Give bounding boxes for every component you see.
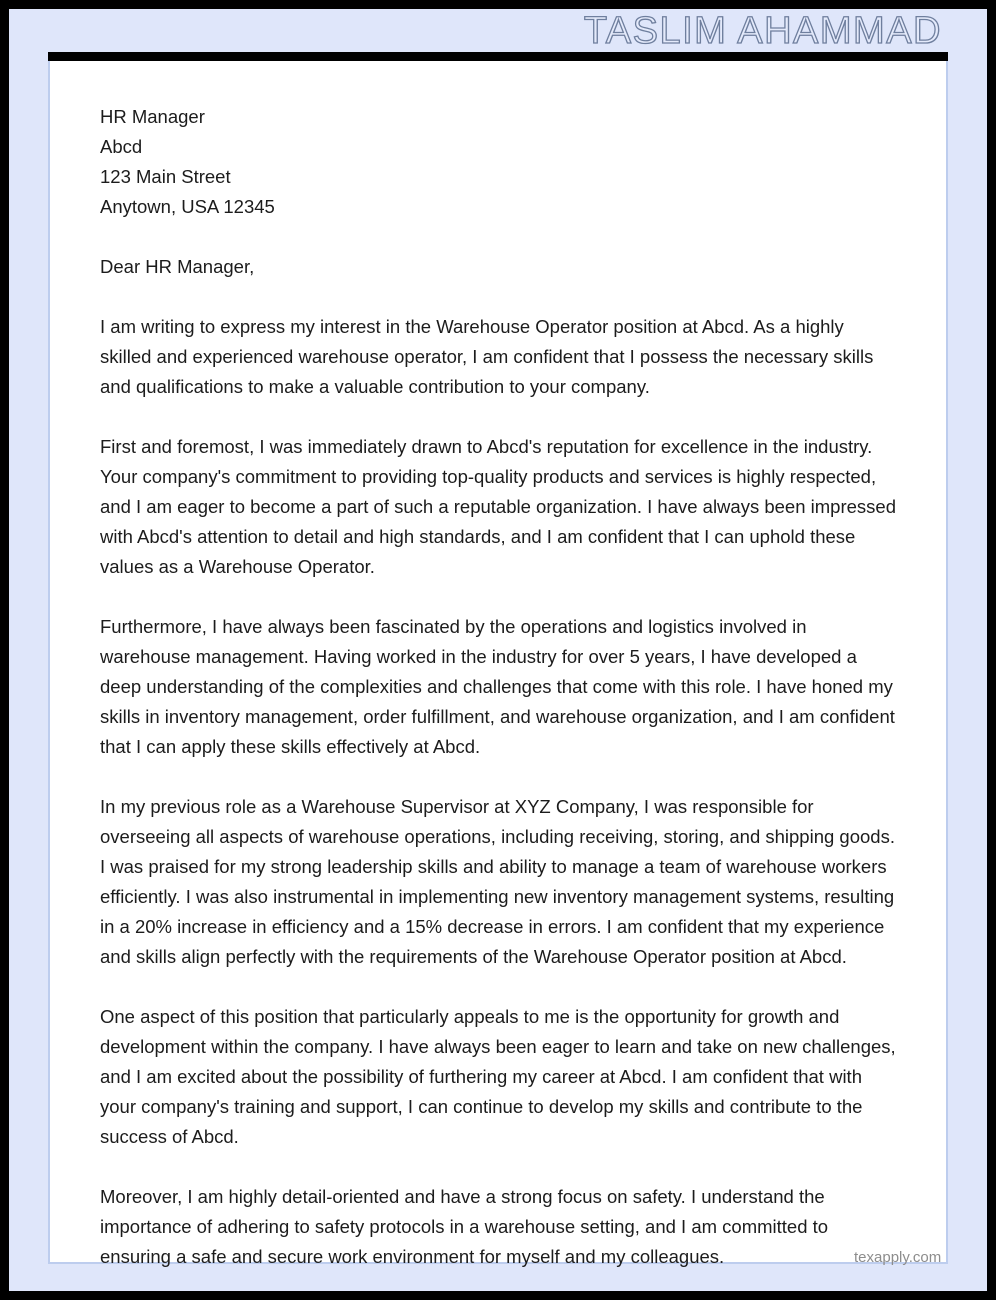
letter-paragraph-2: First and foremost, I was immediately drawn to Abcd's reputation for excellence in the industry. Your company's commitment to providing top-quality products and services is highly respected, and I am eager to become a part of such a reputable organization. I have always been impressed with Abcd's attention to detail and high standards, and I am confident that I can uphold these values as a Warehouse Operator.	[100, 436, 896, 577]
letter-paragraph-3: Furthermore, I have always been fascinated by the operations and logistics involved in warehouse management. Having worked in the industry for over 5 years, I have developed a deep understanding of the complexities and challenges that come with this role. I have honed my skills in inventory management, order fulfillment, and warehouse organization, and I am confident that I can apply these skills effectively at Abcd.	[100, 616, 895, 757]
site-watermark: texapply.com	[854, 1249, 942, 1266]
header-divider-rule	[48, 52, 948, 61]
letter-paragraph-5: One aspect of this position that particularly appeals to me is the opportunity for growth and development within the company. I have always been eager to learn and take on new challenges, and I am excited about the possibility of furthering my career at Abcd. I am confident that with your company's training and support, I can continue to develop my skills and contribute to the success of Abcd.	[100, 1006, 896, 1147]
letter-paragraph-1: I am writing to express my interest in the Warehouse Operator position at Abcd. As a highly skilled and experienced warehouse operator, I am confident that I possess the necessary skills and qualifications to make a valuable contribution to your company.	[100, 316, 874, 397]
recipient-line-2: Abcd	[100, 136, 143, 157]
salutation: Dear HR Manager,	[100, 256, 255, 277]
letter-paragraph-4: In my previous role as a Warehouse Supervisor at XYZ Company, I was responsible for overseeing all aspects of warehouse operations, including receiving, storing, and shipping goods. I was praised for my strong leadership skills and ability to manage a team of warehouse workers efficiently. I was also instrumental in implementing new inventory management systems, resulting in a 20% increase in efficiency and a 15% decrease in errors. I am confident that my experience and skills align perfectly with the requirements of the Warehouse Operator position at Abcd.	[100, 796, 895, 967]
recipient-address-block	[100, 102, 900, 222]
recipient-line-1: HR Manager	[100, 106, 205, 127]
recipient-line-4: Anytown, USA 12345	[100, 196, 275, 217]
letter-body	[100, 102, 900, 1300]
letterhead-name: TASLIM AHAMMAD	[583, 10, 942, 52]
recipient-line-3: 123 Main Street	[100, 166, 231, 187]
letter-paragraph-6: Moreover, I am highly detail-oriented and have a strong focus on safety. I understand the importance of adhering to safety protocols in a warehouse setting, and I am committed to ensuring a safe and secure work environment for myself and my colleagues.	[100, 1186, 829, 1267]
letterhead-header	[9, 9, 987, 53]
